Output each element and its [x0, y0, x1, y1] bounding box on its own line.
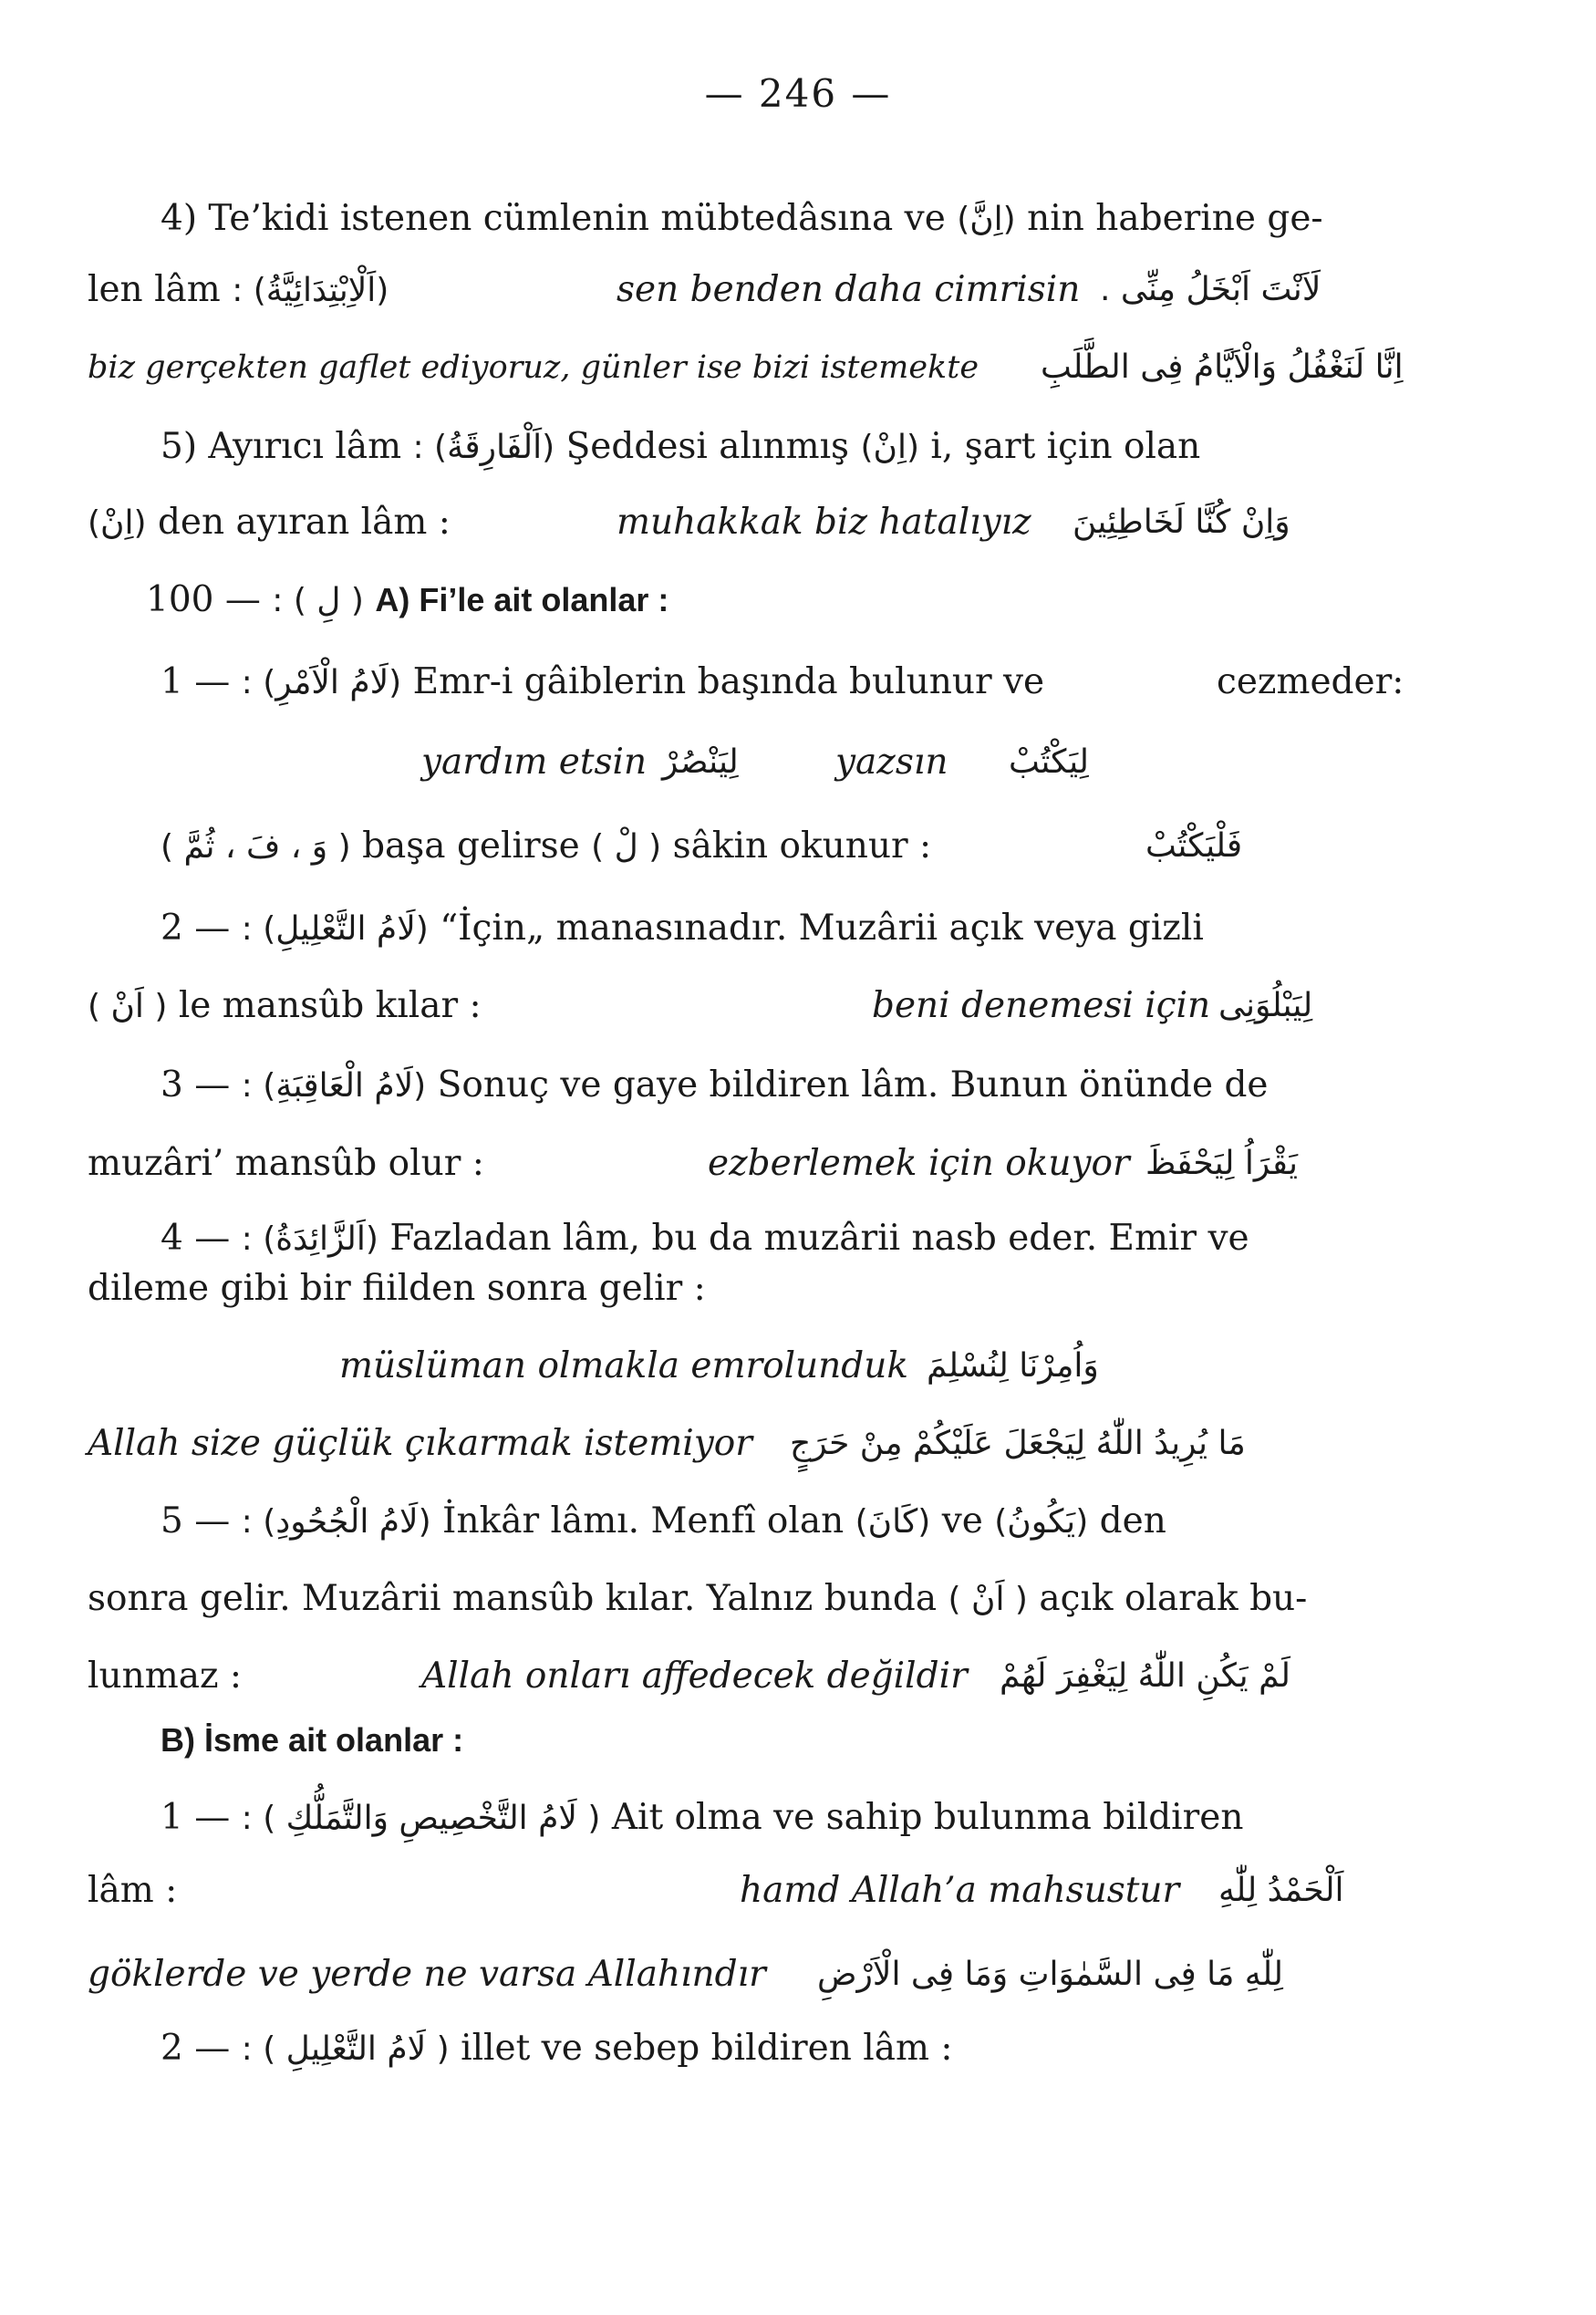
page-number: — 246 — [704, 71, 892, 116]
s5-line2-text: den ayıran lâm : [157, 502, 451, 543]
a5-line2-end: açık olarak bu- [1039, 1578, 1308, 1619]
b2-text: illet ve sebep bildiren lâm : [461, 2028, 953, 2069]
b1-line2 [88, 1865, 1401, 1916]
s5-line1-arabic2: (اِنْ) [860, 429, 920, 466]
a1-line3-example: فَلْيَكْتُبْ [1145, 827, 1243, 865]
a1-end: cezmeder: [1217, 661, 1404, 702]
a1-text: Emr-i gâiblerin başında bulunur ve [412, 661, 1045, 702]
a4-ex1-translation: müslüman olmakla emrolunduk [339, 1345, 908, 1386]
a5-arabic: (لَامُ الْجُحُودِ) : [241, 1503, 431, 1541]
a1-line3-arabic2: ( لْ ) [591, 828, 662, 866]
a4-line1 [161, 1213, 1401, 1265]
a3-line1 [161, 1060, 1401, 1112]
a4-number: 4 — [161, 1218, 231, 1259]
s5-line2-arabic: (اِنْ) [88, 504, 147, 542]
s5-line2-translation: muhakkak biz hatalıyız [617, 502, 1031, 543]
a5-line3-text: lunmaz : [88, 1656, 243, 1697]
b2-number: 2 — [161, 2028, 231, 2069]
s4-line3-translation: biz gerçekten gaflet ediyoruz, günler ise bizi istemekte [88, 349, 979, 386]
a3-line2 [88, 1138, 1401, 1189]
a1-ex2-translation: yazsın [835, 742, 948, 783]
s5-line2-example: وَاِنْ كُنَّا لَخَاطِئِينَ [1073, 503, 1290, 541]
a1-line3-text: başa gelirse [362, 825, 580, 867]
b2-line1 [161, 2023, 1401, 2075]
a2-arabic: (لَامُ التَّعْلِيلِ) : [241, 910, 429, 948]
a5-end: den [1099, 1500, 1166, 1542]
a2-line2-arabic: ( اَنْ ) [88, 988, 168, 1025]
a5-arabic2: (كَانَ) [855, 1503, 931, 1541]
s5-line1-mid: Şeddesi alınmış [565, 426, 850, 467]
s5-line2 [88, 497, 1401, 549]
s4-line2-arabic: (اَلْاِبْتِدَائِيَّةُ) : [232, 272, 389, 309]
a1-ex1-translation: yardım etsin [421, 742, 648, 783]
a3-line2-translation: ezberlemek için okuyor [708, 1143, 1130, 1184]
a3-number: 3 — [161, 1064, 231, 1106]
s5-line1-arabic: (اَلْفَارِقَةُ) : [412, 429, 555, 466]
b1-line1 [161, 1792, 1401, 1844]
s4-line1-text: 4) Te’kidi istenen cümlenin mübtedâsına ve [161, 198, 946, 239]
a2-text: “İçin„ manasınadır. Muzârii açık veya gizli [440, 908, 1204, 949]
b1-text: Ait olma ve sahip bulunma bildiren [611, 1797, 1244, 1838]
s4-line2-translation: sen benden daha cimrisin [617, 269, 1081, 310]
a5-arabic3: (يَكُونُ) [994, 1503, 1089, 1541]
a2-line2-text: le mansûb kılar : [178, 985, 482, 1026]
a5-number: 5 — [161, 1500, 231, 1542]
a2-line2-translation: beni denemesi için [872, 985, 1211, 1026]
a3-line2-example: يَقْرَاُ لِيَحْفَظَ [1145, 1145, 1298, 1182]
b1-line3-example: لِلّٰهِ مَا فِى السَّمٰوَاتِ وَمَا فِى الْاَرْضِ [817, 1956, 1283, 1993]
a4-line2 [88, 1263, 1401, 1314]
a5-line3 [88, 1651, 1401, 1702]
a1-line3-end: sâkin okunur : [672, 825, 932, 867]
a5-line3-example: لَمْ يَكُنِ اللّٰهُ لِيَغْفِرَ لَهُمْ [1000, 1657, 1290, 1695]
a5-text: İnkâr lâmı. Menfî olan [442, 1500, 845, 1542]
a1-line3 [161, 821, 1401, 873]
a5-line1 [161, 1496, 1401, 1548]
b1-number: 1 — [161, 1797, 231, 1838]
a3-arabic: (لَامُ الْعَاقِبَةِ) : [241, 1067, 427, 1105]
section-100-number: 100 — [146, 579, 261, 620]
a2-line1 [161, 903, 1401, 955]
a5-line2 [88, 1573, 1401, 1625]
s4-line2 [88, 265, 1401, 317]
a3-text: Sonuç ve gaye bildiren lâm. Bunun önünde de [437, 1064, 1269, 1106]
b1-line2-translation: hamd Allah’a mahsustur [740, 1870, 1180, 1911]
section-b-label: B) İsme ait olanlar : [161, 1721, 464, 1759]
a4-ex2-translation: Allah size güçlük çıkarmak istemiyor [88, 1423, 752, 1464]
a5-line3-translation: Allah onları affedecek değildir [421, 1656, 968, 1697]
a1-ex1-arabic: لِيَنْصُرْ [662, 743, 739, 781]
s4-line1 [161, 193, 1401, 245]
b1-line3-translation: göklerde ve yerde ne varsa Allahındır [88, 1954, 766, 1995]
section-100-label: A) Fi’le ait olanlar : [375, 581, 669, 618]
s4-line2-text: len lâm [88, 269, 221, 310]
a4-line2-text: dileme gibi bir fiilden sonra gelir : [88, 1268, 706, 1309]
b1-line2-example: اَلْحَمْدُ لِلّٰهِ [1218, 1872, 1344, 1909]
a4-ex1-arabic: وَاُمِرْنَا لِنُسْلِمَ [927, 1347, 1099, 1385]
s5-line1-text: 5) Ayırıcı lâm [161, 426, 402, 467]
s4-line1-end: nin haberine ge- [1027, 198, 1323, 239]
a1-line1 [161, 657, 1404, 709]
b1-line2-text: lâm : [88, 1870, 178, 1911]
section-100-heading [146, 575, 1404, 627]
s4-line1-arabic: (اِنَّ) [957, 201, 1016, 238]
s4-line3-example: اِنَّا لَنَغْفُلُ وَالْاَيَّامُ فِى الطَّلَبِ [1041, 348, 1404, 386]
b1-line3 [88, 1949, 1401, 2000]
a1-ex2-arabic: لِيَكْتُبْ [1009, 743, 1089, 781]
a1-line3-arabic: ( وَ ، فَ ، ثُمَّ ) [161, 828, 351, 866]
a4-ex2-arabic: مَا يُرِيدُ اللّٰهُ لِيَجْعَلَ عَلَيْكُمْ مِنْ حَرَجٍ [790, 1425, 1246, 1462]
b2-arabic: ( لَامُ التَّعْلِيلِ ) : [241, 2030, 450, 2068]
a2-number: 2 — [161, 908, 231, 949]
s5-line1 [161, 421, 1401, 473]
a5-mid: ve [941, 1500, 983, 1542]
a4-arabic: (اَلزَّائِدَةُ) : [241, 1220, 378, 1258]
b1-arabic: ( لَامُ التَّخْصِيصِ وَالتَّمَلُّكِ ) : [241, 1800, 601, 1837]
s4-line2-example: لَاَنْتَ اَبْخَلُ مِنِّى . [1100, 271, 1321, 308]
a5-line2-arabic: ( اَنْ ) [948, 1581, 1028, 1618]
a2-line2-example: لِيَبْلُوَنِى [1218, 987, 1313, 1024]
a4-text: Fazladan lâm, bu da muzârii nasb eder. Emir ve [389, 1218, 1249, 1259]
a4-line4 [88, 1418, 1401, 1469]
a5-line2-text: sonra gelir. Muzârii mansûb kılar. Yalnız bunda [88, 1578, 938, 1619]
section-100-arabic: ( لِ ) : [272, 582, 364, 619]
a2-line2 [88, 981, 1401, 1033]
a1-number: 1 — [161, 661, 231, 702]
s4-line3 [88, 342, 1404, 393]
section-b-heading [161, 1715, 1401, 1766]
s5-line1-end: i, şart için olan [930, 426, 1201, 467]
a1-arabic: (لَامُ الْاَمْرِ) : [241, 664, 402, 701]
a3-line2-text: muzâri’ mansûb olur : [88, 1143, 484, 1184]
